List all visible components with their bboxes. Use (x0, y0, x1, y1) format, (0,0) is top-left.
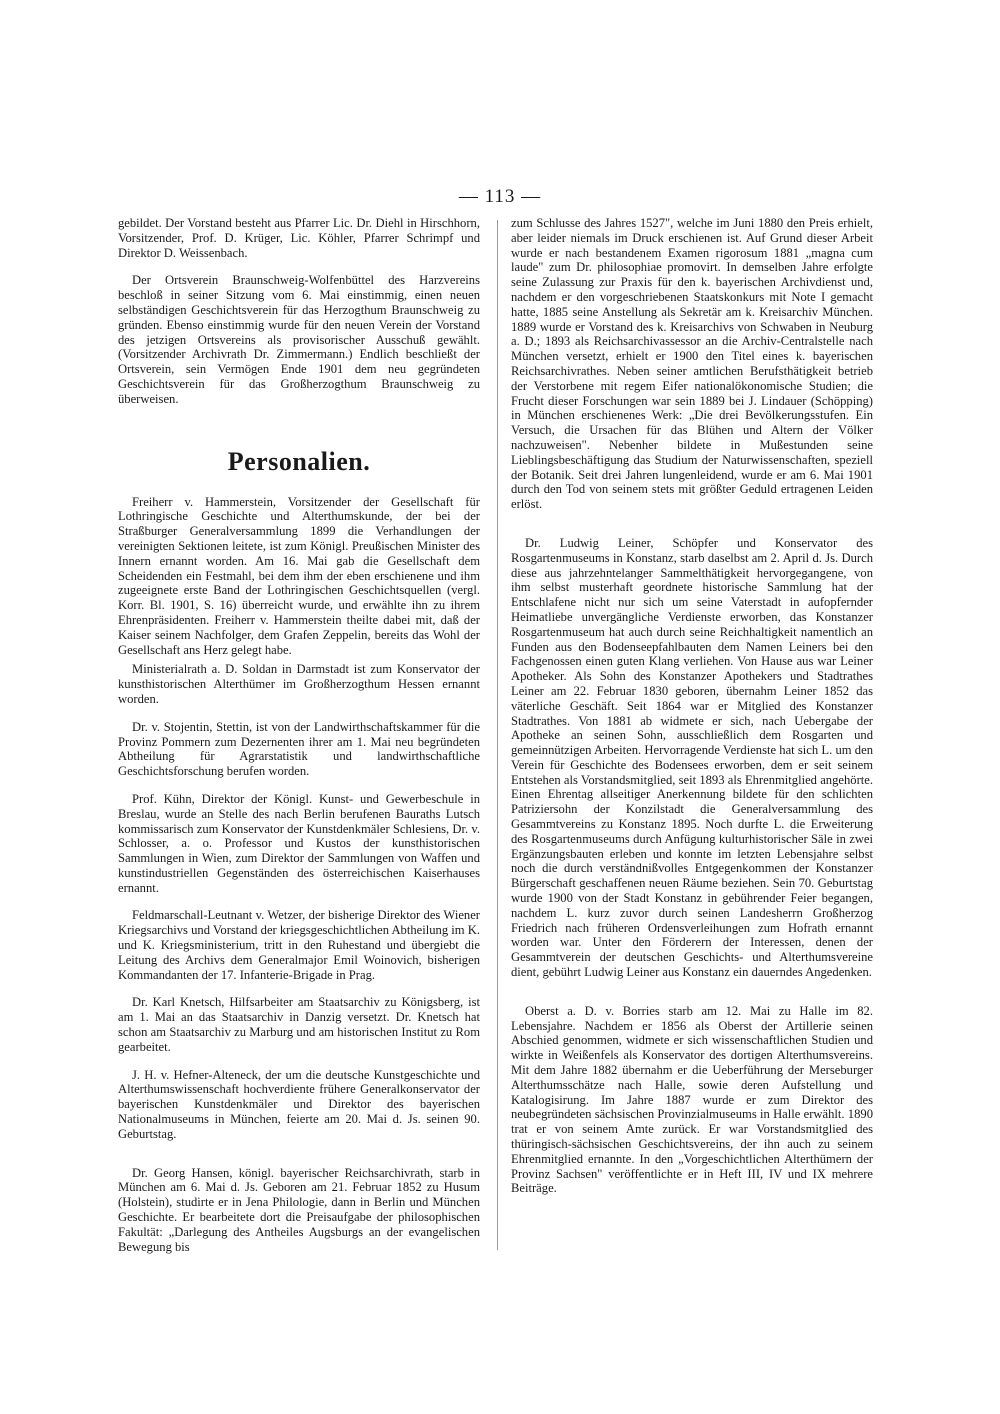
paragraph-wetzer: Feldmarschall-Leutnant v. Wetzer, der bisherige Direktor des Wiener Kriegsarchivs und Vorstand der kriegsgeschichtlichen Abtheilung im K. und K. Kriegsministerium, tritt in den Ruhestand und übergiebt die Leitung des Archivs dem Generalmajor Emil Woinovich, bisherigen Kommandanten der 17. Infanterie-Brigade in Prag. (118, 908, 480, 982)
page-number: — 113 — (458, 186, 542, 207)
paragraph-ortsverein-braunschweig: Der Ortsverein Braunschweig-Wolfenbüttel des Harzvereins beschloß in seiner Sitzung vom 6. Mai einstimmig, einen neuen selbständigen Geschichtsverein für das Herzogthum Braunschweig zu gründen. Ebenso einstimmig wurde für den neuen Verein der Vorstand des jetzigen Ortsvereins als provisorischer Ausschuß gewählt. (Vorsitzender Archivrath Dr. Zimmermann.) Endlich beschließt der Ortsverein, sein Vermögen Ende 1901 dem neu gegründeten Geschichtsverein für das Großherzogthum Braunschweig zu überweisen. (118, 273, 480, 406)
section-heading-personalien: Personalien. (227, 446, 371, 476)
paragraph-hansen-continued: zum Schlusse des Jahres 1527", welche im Juni 1880 den Preis erhielt, aber leider niemals im Druck erschienen ist. Auf Grund dieser Arbeit wurde er nach bestandenem Examen rigorosum 1881 „magna cum laude" zum Dr. philosophiae promovirt. In demselben Jahre erfolgte seine Zulassung zur Praxis für den k. bayerischen Archivdienst und, nachdem er den vorgeschriebenen Staatskonkurs mit Note I gemacht hatte, 1885 seine Anstellung als Sekretär am k. Kreisarchiv München. 1889 wurde er Vorstand des k. Kreisarchivs von Schwaben in Neuburg a. D.; 1893 als Reichsarchivassessor an die Archiv-Centralstelle nach München versetzt, erhielt er 1900 den Titel eines k. bayerischen Reichsarchivrathes. Neben seiner amtlichen Berufsthätigkeit betrieb der Verstorbene mit regem Eifer nationalökonomische Studien; die Frucht dieser Forschungen war sein 1889 bei J. Lindauer (Schöpping) in München erschienenes Werk: „Die drei Bevölkerungsstufen. Ein Versuch, die Ursachen für das Blühen und Altern der Völker nachzuweisen". Nebenher bildete in Mußestunden seine Lieblingsbeschäftigung das Studium der Naturwissenschaften, speziell der Botanik. Seit drei Jahren lungenleidend, wurde er am 6. Mai 1901 durch den Tod von seinem stets mit größter Geduld ertragenen Leiden erlöst. (511, 216, 873, 512)
paragraph-vorstand: gebildet. Der Vorstand besteht aus Pfarrer Lic. Dr. Diehl in Hirschhorn, Vorsitzender, Prof. D. Krüger, Lic. Köhler, Pfarrer Schrimpf und Direktor D. Weissenbach. (118, 216, 480, 260)
left-column (118, 216, 480, 1254)
paragraph-stojentin: Dr. v. Stojentin, Stettin, ist von der Landwirthschaftskammer für die Provinz Pommern zum Dezernenten ihrer am 1. Mai neu begründeten Abtheilung für Agrarstatistik und landwirthschaftliche Geschichtsforschung berufen worden. (118, 719, 480, 779)
paragraph-kuehn: Prof. Kühn, Direktor der Königl. Kunst- und Gewerbeschule in Breslau, wurde an Stelle des nach Berlin berufenen Bauraths Lutsch kommissarisch zum Konservator der Kunstdenkmäler Schlesiens, Dr. v. Schlosser, a. o. Professor und Kustos der kunsthistorischen Sammlungen in Wien, zum Direktor der Sammlungen von Waffen und kunstindustriellen Gegenständen des österreichischen Kaiserhauses ernannt. (118, 791, 480, 895)
paragraph-knetsch: Dr. Karl Knetsch, Hilfsarbeiter am Staatsarchiv zu Königsberg, ist am 1. Mai an das Staatsarchiv in Danzig versetzt. Dr. Knetsch hat schon am Staatsarchiv zu Marburg und am historischen Institut zu Rom gearbeitet. (118, 995, 480, 1054)
paragraph-leiner: Dr. Ludwig Leiner, Schöpfer und Konservator des Rosgartenmuseums in Konstanz, starb daselbst am 2. April d. Js. Durch diese aus jahrzehntelanger Sammelthätigkeit hervorgegangene, von ihm selbst musterhaft geordnete historische Sammlung hat der Entschlafene nicht nur sich um seine Vaterstadt in aufopfernder Heimatliebe unvergängliche Verdienste erworben, das Konstanzer Rosgartenmuseum hat auch durch seine Reichhaltigkeit namentlich an Funden aus den Bodenseepfahlbauten dem Namen Leiners bei den Fachgenossen einen guten Klang verliehen. Von Hause aus war Leiner Apotheker. Als Sohn des Konstanzer Apothekers und Stadtrathes Leiner am 22. Februar 1830 geboren, übernahm Leiner 1852 das väterliche Geschäft. Seit 1864 war er Mitglied des Konstanzer Stadtrathes. Von 1881 ab widmete er sich, nach Uebergabe der Apotheke an seinen Sohn, ausschließlich dem Rosgarten und gemeinnützigen Arbeiten. Hervorragende Verdienste hat sich L. um den Verein für Geschichte des Bodensees erworben, dem er seit seinem Entstehen als Vorstandsmitglied, seit 1893 als Ehrenmitglied angehörte. Einen Ehrentag allseitiger Anerkennung bildete für den schlichten Patriziersohn der Konzilstadt die Generalversammlung des Gesammtvereins zu Konstanz 1895. Noch durfte L. die Erweiterung des Rosgartenmuseums durch Anfügung kulturhistorischer Säle in zwei Ergänzungsbauten erleben und konnte im letzten Lebensjahre selbst noch die durch verständnißvolles Entgegenkommen der Konstanzer Bürgerschaft geschaffenen neuen Räume beziehen. Sein 70. Geburtstag wurde 1900 von der Stadt Konstanz in gebührender Feier begangen, nachdem L. kurz zuvor durch seinen Landesherrn Großherzog Friedrich nach früheren Ordensverleihungen zum Hofrath ernannt worden war. Unter den Förderern der Interessen, denen der Gesammtverein der deutschen Geschichts- und Alterthumsvereine dient, gebührt Ludwig Leiner aus Konstanz ein dauerndes Angedenken. (511, 535, 873, 980)
paragraph-borries: Oberst a. D. v. Borries starb am 12. Mai zu Halle im 82. Lebensjahre. Nachdem er 1856 als Oberst der Artillerie seinen Abschied genommen, widmete er sich wissenschaftlichen Studien und wirkte in Weißenfels als Konservator des dortigen Alterthumsvereins. Mit dem Jahre 1882 übernahm er die Ueberführung der Merseburger Alterthumsschätze nach Halle, sowie deren Aufstellung und Katalogisirung. Im Jahre 1887 wurde er zum Direktor des neubegründeten sächsischen Provinzialmuseums in Halle erwählt. 1890 trat er von seinem Amte zurück. Er war Vorstandsmitglied des thüringisch-sächsischen Geschichtsvereins, der ihn auch zu seinem Ehrenmitglied ernannte. In den „Vorgeschichtlichen Alterthümern der Provinz Sachsen" veröffentlichte er in Heft III, IV und IX mehrere Beiträge. (511, 1003, 873, 1196)
paragraph-hammerstein: Freiherr v. Hammerstein, Vorsitzender der Gesellschaft für Lothringische Geschichte und Alterthumskunde, der bei der Straßburger Generalversammlung 1899 die Verhandlungen der vereinigten Sektionen leitete, ist zum Königl. Preußischen Minister des Innern ernannt worden. Am 16. Mai gab die Gesellschaft dem Scheidenden ein Festmahl, bei dem ihm der eben erschienene und ihm zugeeignete erste Band der Lothringischen Geschichtsquellen (vergl. Korr. Bl. 1901, S. 16) überreicht wurde, und erwählte ihn zu ihrem Ehrenpräsidenten. Freiherr v. Hammerstein theilte dabei mit, daß der Kaiser seinem Nachfolger, dem Grafen Zeppelin, bereits das Wohl der Gesellschaft ans Herz gelegt habe. (118, 494, 480, 657)
paragraph-soldan: Ministerialrath a. D. Soldan in Darmstadt ist zum Konservator der kunsthistorischen Alterthümer im Großherzogthum Hessen ernannt worden. (118, 662, 480, 706)
paragraph-hefner-alteneck: J. H. v. Hefner-Alteneck, der um die deutsche Kunstgeschichte und Alterthumswissenschaft hochverdiente frühere Generalkonservator der bayerischen Kunstdenkmäler und Direktor des bayerischen Nationalmuseums in München, feierte am 20. Mai d. Js. seinen 90. Geburtstag. (118, 1067, 480, 1141)
column-divider (497, 220, 498, 1250)
right-column (511, 216, 873, 1196)
paragraph-hansen: Dr. Georg Hansen, königl. bayerischer Reichsarchivrath, starb in München am 6. Mai d. Js. Geboren am 21. Februar 1852 zu Husum (Holstein), studirte er in Jena Philologie, dann in Berlin und München Geschichte. Er bearbeitete dort die Preisaufgabe der philosophischen Fakultät: „Darlegung des Antheiles Augsburgs an der evangelischen Bewegung bis (118, 1165, 480, 1254)
